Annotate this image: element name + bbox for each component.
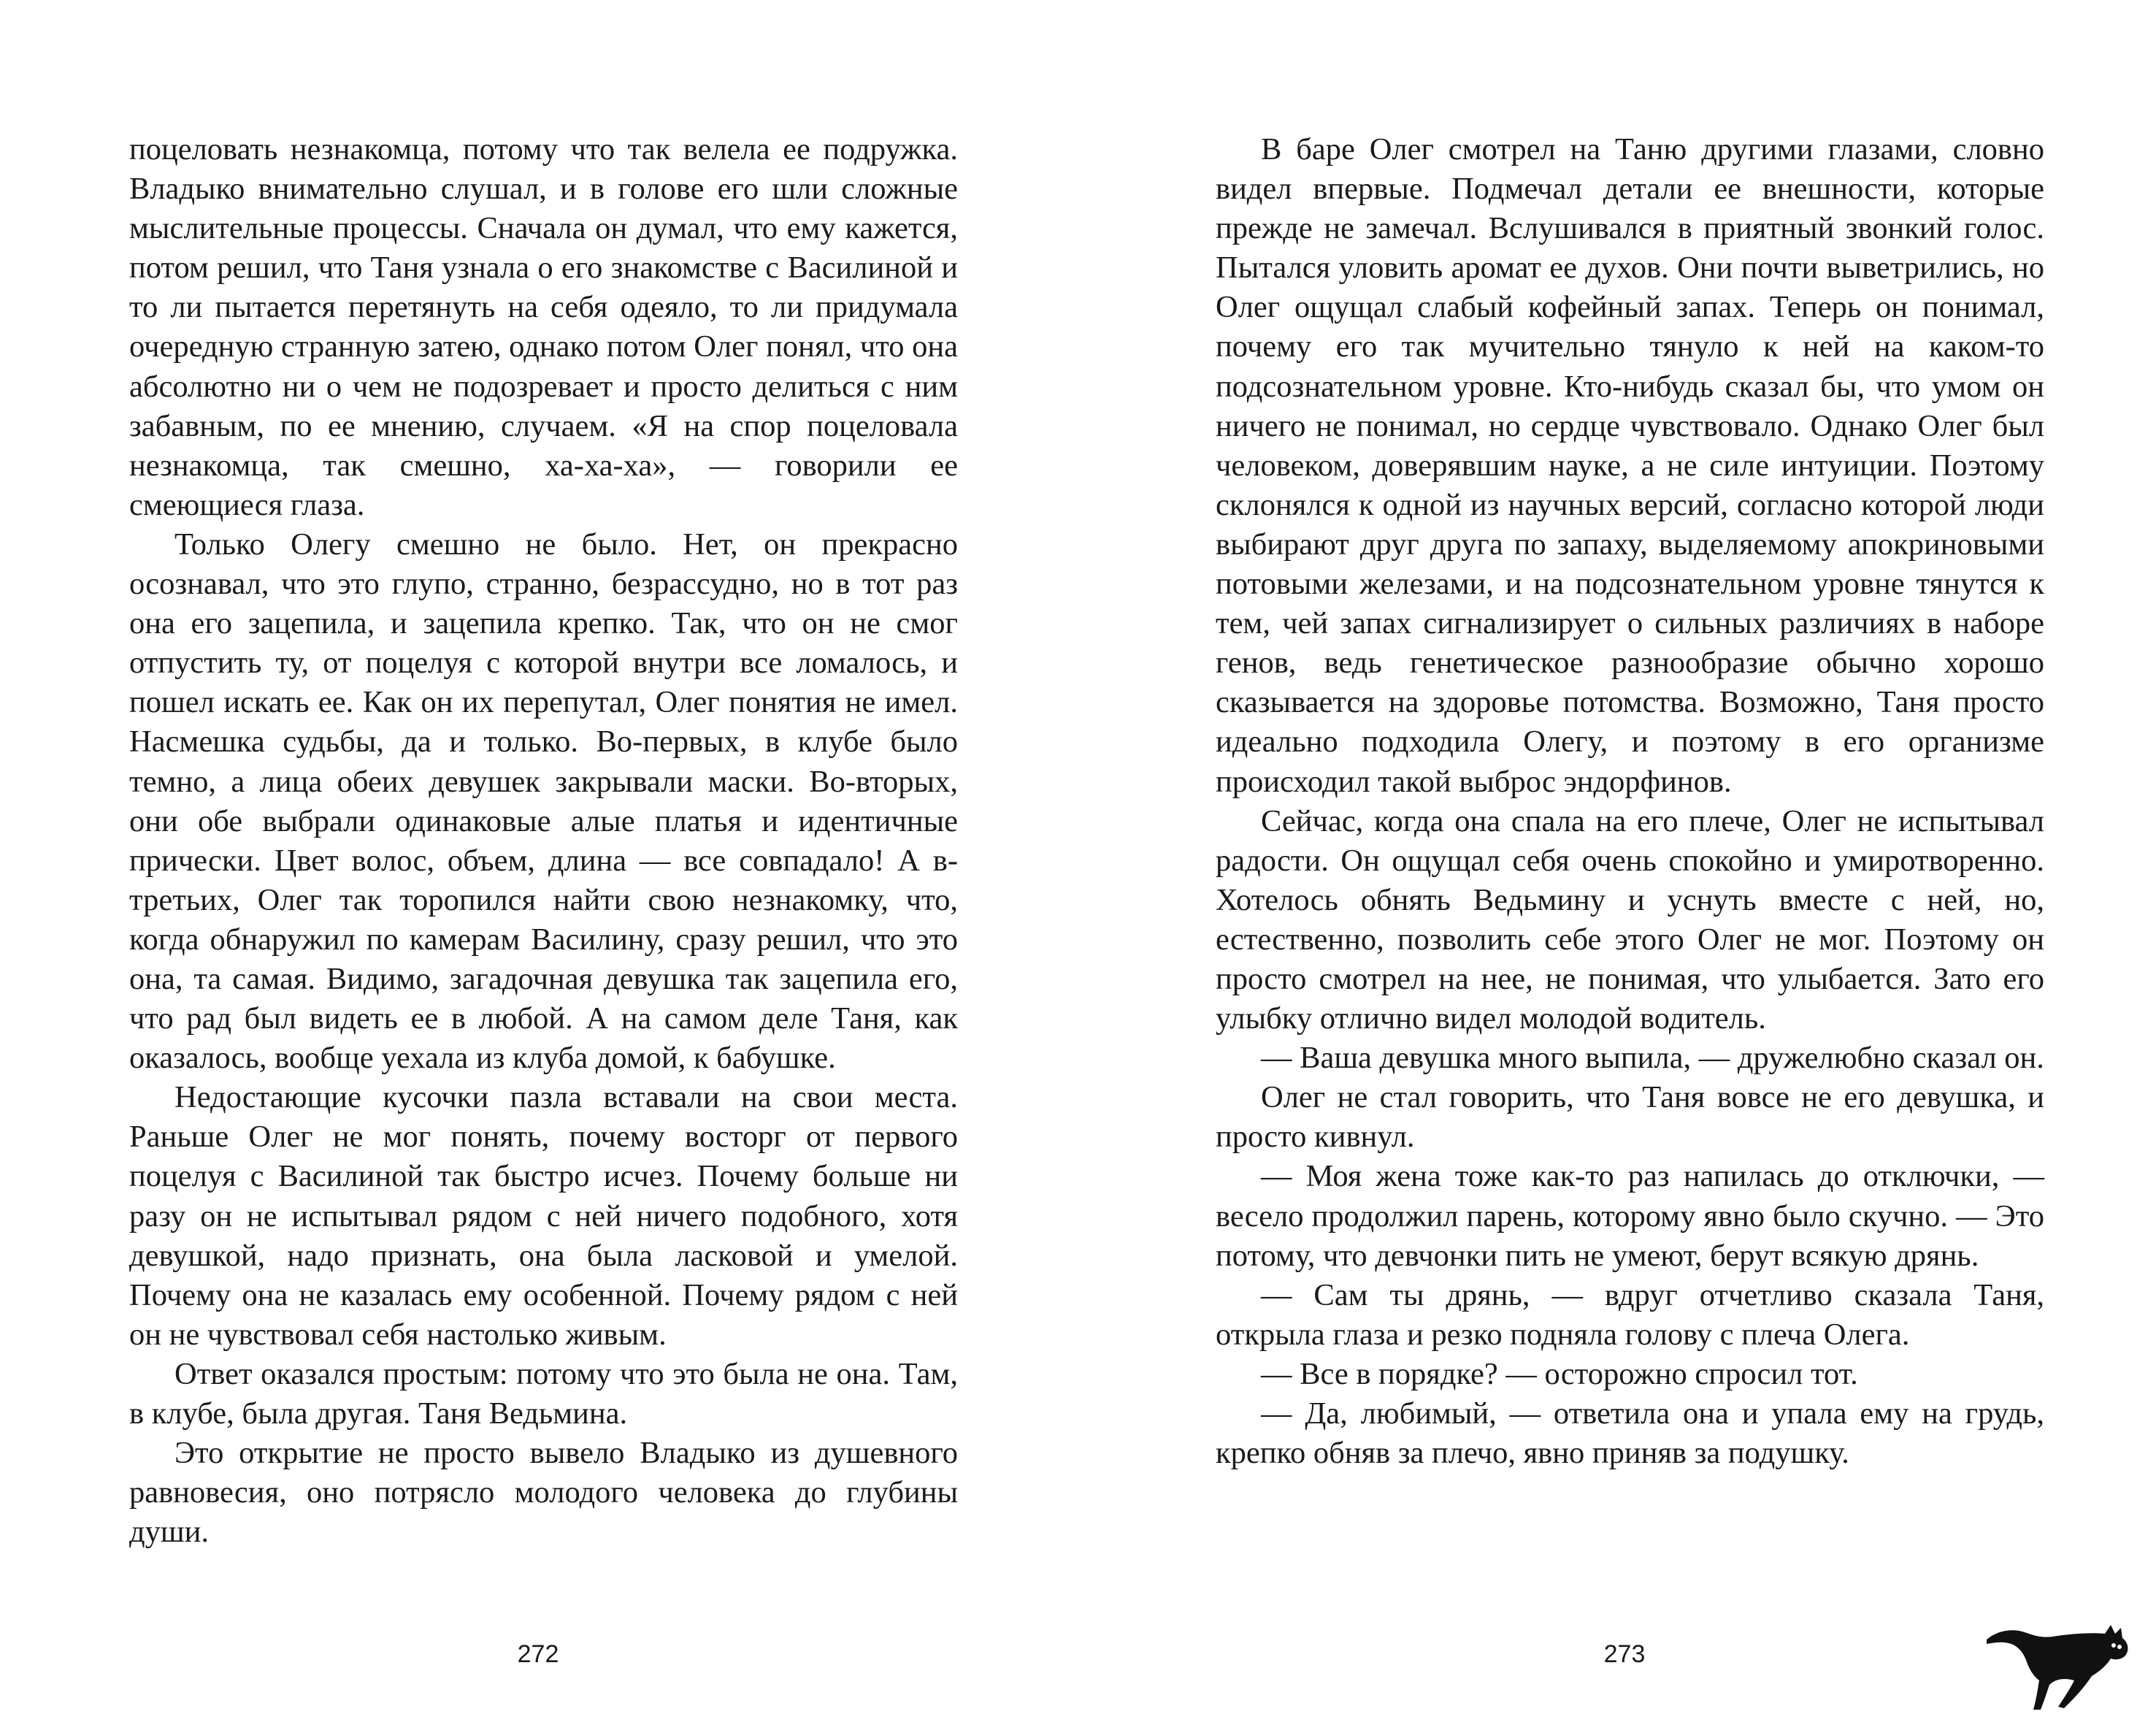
- paragraph: Только Олегу смешно не было. Нет, он прекрасно осознавал, что это глупо, странно, безрассудно, но в тот раз она его зацепила, и зацепила крепко. Так, что он не смог отпустить ту, от поцелуя с которой внутри все ломалось, и пошел искать ее. Как он их перепутал, Олег понятия не имел. Насмешка судьбы, да и только. Во-первых, в клубе было темно, а лица обеих девушек закрывали маски. Во-вторых, они обе выбрали одинаковые алые платья и идентичные прически. Цвет волос, объем, длина — все совпадало! А в-третьих, Олег так торопился найти свою незнакомку, что, когда обнаружил по камерам Василину, сразу решил, что это она, та самая. Видимо, загадочная девушка так зацепила его, что рад был видеть ее в любой. А на самом деле Таня, как оказалось, вообще уехала из клуба домой, к бабушке.: [129, 527, 958, 1076]
- right-page-text: [1216, 130, 2044, 1473]
- page-number-left: 272: [517, 1640, 559, 1668]
- paragraph: Ответ оказался простым: потому что это была не она. Там, в клубе, была другая. Таня Ведьмина.: [129, 1356, 958, 1431]
- paragraph: Олег не стал говорить, что Таня вовсе не его девушка, и просто кивнул.: [1216, 1080, 2044, 1155]
- paragraph: — Сам ты дрянь, — вдруг отчетливо сказала Таня, открыла глаза и резко подняла голову с плеча Олега.: [1216, 1277, 2044, 1352]
- paragraph: — Ваша девушка много выпила, — дружелюбно сказал он.: [1261, 1041, 2044, 1076]
- paragraph: Недостающие кусочки пазла вставали на свои места. Раньше Олег не мог понять, почему восторг от первого поцелуя с Василиной так быстро исчез. Почему больше ни разу он не испытывал рядом с ней ничего подобного, хотя девушкой, надо признать, она была ласковой и умелой. Почему она не казалась ему особенной. Почему рядом с ней он не чувствовал себя настолько живым.: [129, 1080, 958, 1352]
- paragraph: поцеловать незнакомца, потому что так велела ее подружка. Владыко внимательно слушал, и в голове его шли сложные мыслительные процессы. Сначала он думал, что ему кажется, потом решил, что Таня узнала о его знакомстве с Василиной и то ли пытается перетянуть на себя одеяло, то ли придумала очередную странную затею, однако потом Олег понял, что она абсолютно ни о чем не подозревает и просто делиться с ним забавным, по ее мнению, случаем. «Я на спор поцеловала незнакомца, так смешно, ха-ха-ха», — говорили ее смеющиеся глаза.: [129, 132, 958, 522]
- paragraph: — Да, любимый, — ответила она и упала ему на грудь, крепко обняв за плечо, явно приняв за подушку.: [1216, 1396, 2044, 1471]
- paragraph: Сейчас, когда она спала на его плече, Олег не испытывал радости. Он ощущал себя очень спокойно и умиротворенно. Хотелось обнять Ведьмину и уснуть вместе с ней, но, естественно, позволить себе этого Олег не мог. Поэтому он просто смотрел на нее, не понимая, что улыбается. Зато его улыбку отлично видел молодой водитель.: [1216, 803, 2044, 1036]
- paragraph: В баре Олег смотрел на Таню другими глазами, словно видел впервые. Подмечал детали ее внешности, которые прежде не замечал. Вслушивался в приятный звонкий голос. Пытался уловить аромат ее духов. Они почти выветрились, но Олег ощущал слабый кофейный запах. Теперь он понимал, почему его так мучительно тянуло к ней на каком-то подсознательном уровне. Кто-нибудь сказал бы, что умом он ничего не понимал, но сердце чувствовало. Однако Олег был человеком, доверявшим науке, а не силе интуиции. Поэтому склонялся к одной из научных версий, согласно которой люди выбирают друг друга по запаху, выделяемому апокриновыми потовыми железами, и на подсознательном уровне тянутся к тем, чей запах сигнализирует о сильных различиях в наборе генов, ведь генетическое разнообразие обычно хорошо сказывается на здоровье потомства. Возможно, Таня просто идеально подходила Олегу, и поэтому в его организме происходил такой выброс эндорфинов.: [1216, 132, 2044, 799]
- paragraph: — Моя жена тоже как-то раз напилась до отключки, — весело продолжил парень, которому явно было скучно. — Это потому, что девчонки пить не умеют, берут всякую дрянь.: [1216, 1159, 2044, 1273]
- black-cat-icon: [1982, 1618, 2136, 1713]
- paragraph: — Все в порядке? — осторожно спросил тот.: [1261, 1356, 1858, 1391]
- left-page-text: [129, 130, 958, 1552]
- page-number-right: 273: [1603, 1640, 1646, 1668]
- paragraph: Это открытие не просто вывело Владыко из душевного равновесия, оно потрясло молодого человека до глубины души.: [129, 1436, 958, 1550]
